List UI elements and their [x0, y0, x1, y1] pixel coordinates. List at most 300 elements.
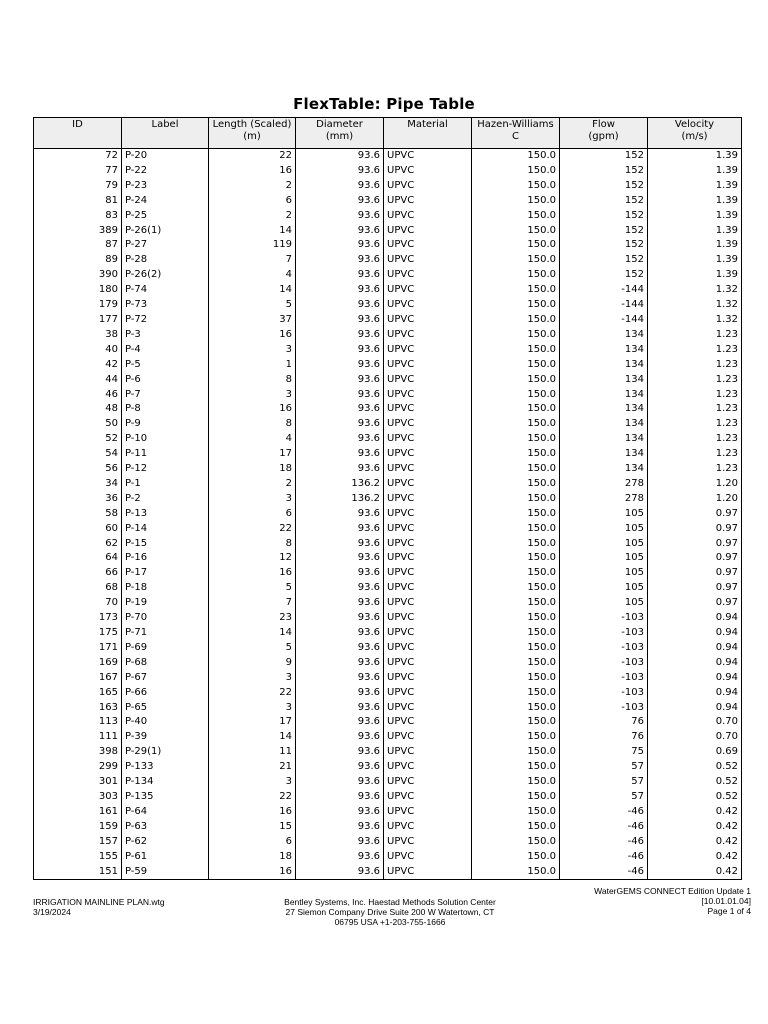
table-cell: UPVC [384, 656, 472, 671]
table-cell: 93.6 [296, 164, 384, 179]
table-cell: 150.0 [472, 164, 560, 179]
table-cell: -46 [560, 865, 648, 880]
table-cell: 93.6 [296, 402, 384, 417]
table-cell: 93.6 [296, 149, 384, 164]
table-cell: 0.97 [648, 566, 742, 581]
table-cell: 299 [34, 760, 122, 775]
table-cell: UPVC [384, 164, 472, 179]
table-cell: 7 [209, 596, 296, 611]
table-cell: 12 [209, 551, 296, 566]
table-cell: 0.94 [648, 656, 742, 671]
table-cell: 1.39 [648, 238, 742, 253]
table-cell: 0.42 [648, 805, 742, 820]
table-cell: 93.6 [296, 179, 384, 194]
footer-company-line1: Bentley Systems, Inc. Haestad Methods Solution Center [284, 897, 496, 907]
table-cell: 113 [34, 715, 122, 730]
table-cell: P-59 [122, 865, 209, 880]
table-cell: 81 [34, 194, 122, 209]
table-row [34, 730, 742, 745]
table-cell: 93.6 [296, 551, 384, 566]
table-cell: -103 [560, 686, 648, 701]
table-cell: 76 [560, 730, 648, 745]
table-cell: 21 [209, 760, 296, 775]
column-header [560, 118, 648, 149]
table-cell: 42 [34, 358, 122, 373]
table-cell: P-13 [122, 507, 209, 522]
table-cell: P-26(1) [122, 224, 209, 239]
table-cell: 1.20 [648, 492, 742, 507]
table-cell: P-133 [122, 760, 209, 775]
table-row [34, 149, 742, 164]
table-cell: 150.0 [472, 686, 560, 701]
table-row [34, 194, 742, 209]
table-cell: 0.70 [648, 730, 742, 745]
table-cell: 1.23 [648, 343, 742, 358]
table-cell: 1.39 [648, 149, 742, 164]
table-cell: 14 [209, 224, 296, 239]
table-cell: 389 [34, 224, 122, 239]
table-cell: -46 [560, 850, 648, 865]
table-row [34, 581, 742, 596]
table-cell: UPVC [384, 671, 472, 686]
table-cell: P-16 [122, 551, 209, 566]
table-cell: 0.97 [648, 522, 742, 537]
column-header-unit: (m) [243, 131, 261, 142]
table-cell: P-27 [122, 238, 209, 253]
table-cell: 134 [560, 373, 648, 388]
table-cell: UPVC [384, 701, 472, 716]
table-row [34, 611, 742, 626]
table-row [34, 492, 742, 507]
table-cell: 150.0 [472, 253, 560, 268]
table-cell: -103 [560, 701, 648, 716]
table-cell: 93.6 [296, 850, 384, 865]
table-cell: 93.6 [296, 671, 384, 686]
table-row [34, 686, 742, 701]
table-cell: -144 [560, 298, 648, 313]
table-cell: 8 [209, 373, 296, 388]
table-row [34, 417, 742, 432]
table-cell: 150.0 [472, 373, 560, 388]
table-cell: 93.6 [296, 238, 384, 253]
table-cell: P-10 [122, 432, 209, 447]
table-row [34, 865, 742, 880]
table-cell: 150.0 [472, 522, 560, 537]
table-cell: UPVC [384, 760, 472, 775]
table-cell: 93.6 [296, 283, 384, 298]
table-row [34, 715, 742, 730]
table-cell: UPVC [384, 745, 472, 760]
table-cell: 58 [34, 507, 122, 522]
table-cell: 2 [209, 179, 296, 194]
table-row [34, 268, 742, 283]
table-cell: -144 [560, 283, 648, 298]
table-cell: 89 [34, 253, 122, 268]
column-header-unit: (mm) [325, 131, 354, 142]
table-cell: 93.6 [296, 194, 384, 209]
table-cell: 1.32 [648, 313, 742, 328]
table-cell: 105 [560, 522, 648, 537]
table-cell: UPVC [384, 298, 472, 313]
table-cell: 0.42 [648, 850, 742, 865]
table-cell: -103 [560, 641, 648, 656]
table-cell: 11 [209, 745, 296, 760]
table-cell: 18 [209, 850, 296, 865]
table-cell: 93.6 [296, 388, 384, 403]
table-cell: 0.94 [648, 626, 742, 641]
table-cell: UPVC [384, 730, 472, 745]
table-cell: 0.42 [648, 835, 742, 850]
table-cell: UPVC [384, 328, 472, 343]
table-cell: 134 [560, 462, 648, 477]
table-cell: P-135 [122, 790, 209, 805]
table-cell: 93.6 [296, 373, 384, 388]
table-cell: UPVC [384, 402, 472, 417]
table-cell: 93.6 [296, 507, 384, 522]
table-cell: P-40 [122, 715, 209, 730]
table-cell: 16 [209, 805, 296, 820]
table-cell: 22 [209, 790, 296, 805]
table-cell: UPVC [384, 253, 472, 268]
table-row [34, 790, 742, 805]
table-cell: UPVC [384, 805, 472, 820]
table-cell: 4 [209, 268, 296, 283]
table-cell: 119 [209, 238, 296, 253]
table-cell: 152 [560, 238, 648, 253]
table-cell: 0.94 [648, 701, 742, 716]
column-header-unit: (gpm) [588, 131, 619, 142]
table-cell: P-39 [122, 730, 209, 745]
table-cell: 1.23 [648, 388, 742, 403]
table-cell: 136.2 [296, 477, 384, 492]
table-cell: 62 [34, 537, 122, 552]
table-cell: 150.0 [472, 492, 560, 507]
table-cell: 0.94 [648, 641, 742, 656]
table-cell: 303 [34, 790, 122, 805]
column-header-label: Length (Scaled) [212, 119, 292, 130]
table-row [34, 477, 742, 492]
table-cell: UPVC [384, 388, 472, 403]
table-cell: 93.6 [296, 537, 384, 552]
table-row [34, 537, 742, 552]
table-cell: 1.23 [648, 432, 742, 447]
table-cell: 1.23 [648, 417, 742, 432]
table-cell: UPVC [384, 179, 472, 194]
table-cell: 398 [34, 745, 122, 760]
table-cell: 1.32 [648, 283, 742, 298]
table-cell: P-7 [122, 388, 209, 403]
table-cell: 40 [34, 343, 122, 358]
table-cell: 3 [209, 388, 296, 403]
table-cell: 8 [209, 537, 296, 552]
table-cell: 157 [34, 835, 122, 850]
table-cell: 14 [209, 730, 296, 745]
table-cell: 44 [34, 373, 122, 388]
table-cell: 150.0 [472, 626, 560, 641]
table-cell: P-74 [122, 283, 209, 298]
table-cell: 93.6 [296, 268, 384, 283]
table-cell: 152 [560, 149, 648, 164]
table-cell: UPVC [384, 447, 472, 462]
table-cell: 38 [34, 328, 122, 343]
table-cell: 0.52 [648, 790, 742, 805]
table-cell: 0.69 [648, 745, 742, 760]
table-cell: 0.97 [648, 596, 742, 611]
table-row [34, 626, 742, 641]
table-cell: 34 [34, 477, 122, 492]
column-header-label: Diameter [316, 119, 363, 130]
table-cell: 150.0 [472, 566, 560, 581]
table-cell: 150.0 [472, 283, 560, 298]
column-header [472, 118, 560, 149]
table-cell: UPVC [384, 775, 472, 790]
table-cell: 3 [209, 775, 296, 790]
table-cell: 93.6 [296, 328, 384, 343]
table-row [34, 820, 742, 835]
column-header-label: Flow [592, 119, 615, 130]
table-cell: UPVC [384, 209, 472, 224]
table-cell: P-6 [122, 373, 209, 388]
table-cell: 93.6 [296, 730, 384, 745]
table-cell: UPVC [384, 343, 472, 358]
footer-date: 3/19/2024 [33, 907, 71, 917]
table-cell: 16 [209, 328, 296, 343]
table-cell: UPVC [384, 611, 472, 626]
table-cell: -103 [560, 656, 648, 671]
table-cell: UPVC [384, 596, 472, 611]
table-cell: 150.0 [472, 343, 560, 358]
table-cell: UPVC [384, 194, 472, 209]
table-cell: P-69 [122, 641, 209, 656]
table-cell: 150.0 [472, 745, 560, 760]
table-row [34, 432, 742, 447]
table-cell: 93.6 [296, 775, 384, 790]
column-header [122, 118, 209, 149]
table-cell: 1.23 [648, 447, 742, 462]
table-cell: 150.0 [472, 388, 560, 403]
table-cell: 152 [560, 164, 648, 179]
table-cell: 48 [34, 402, 122, 417]
table-cell: 18 [209, 462, 296, 477]
table-cell: 93.6 [296, 760, 384, 775]
table-cell: 7 [209, 253, 296, 268]
table-cell: 93.6 [296, 626, 384, 641]
table-cell: 150.0 [472, 551, 560, 566]
table-cell: 3 [209, 671, 296, 686]
table-cell: P-1 [122, 477, 209, 492]
table-cell: 1.39 [648, 209, 742, 224]
table-cell: 93.6 [296, 835, 384, 850]
table-cell: 93.6 [296, 298, 384, 313]
table-cell: P-73 [122, 298, 209, 313]
table-cell: 150.0 [472, 790, 560, 805]
table-cell: 134 [560, 402, 648, 417]
table-cell: 1.39 [648, 179, 742, 194]
table-cell: UPVC [384, 358, 472, 373]
table-cell: -46 [560, 805, 648, 820]
table-cell: UPVC [384, 522, 472, 537]
footer-center [200, 897, 580, 927]
footer-version: [10.01.01.04] [701, 896, 751, 906]
table-cell: 0.42 [648, 865, 742, 880]
table-cell: UPVC [384, 641, 472, 656]
table-row [34, 343, 742, 358]
table-row [34, 358, 742, 373]
table-cell: P-20 [122, 149, 209, 164]
table-cell: 159 [34, 820, 122, 835]
table-cell: 134 [560, 417, 648, 432]
footer-company-line2: 27 Siemon Company Drive Suite 200 W Watertown, CT [285, 907, 495, 917]
table-cell: P-67 [122, 671, 209, 686]
footer-company-line3: 06795 USA +1-203-755-1666 [334, 917, 446, 927]
pipe-table [33, 117, 742, 880]
table-cell: 5 [209, 581, 296, 596]
table-cell: 9 [209, 656, 296, 671]
table-cell: 150.0 [472, 775, 560, 790]
table-cell: 93.6 [296, 641, 384, 656]
table-cell: 14 [209, 283, 296, 298]
table-cell: 5 [209, 298, 296, 313]
table-cell: 150.0 [472, 850, 560, 865]
table-cell: 152 [560, 268, 648, 283]
table-cell: 93.6 [296, 745, 384, 760]
table-cell: 0.42 [648, 820, 742, 835]
table-cell: 1.39 [648, 164, 742, 179]
table-cell: UPVC [384, 715, 472, 730]
table-cell: 179 [34, 298, 122, 313]
table-cell: 6 [209, 835, 296, 850]
table-cell: P-70 [122, 611, 209, 626]
table-cell: 150.0 [472, 581, 560, 596]
table-cell: 66 [34, 566, 122, 581]
table-row [34, 388, 742, 403]
table-cell: P-71 [122, 626, 209, 641]
table-cell: 1.20 [648, 477, 742, 492]
table-cell: 3 [209, 343, 296, 358]
table-cell: 16 [209, 566, 296, 581]
table-cell: -46 [560, 820, 648, 835]
table-cell: 70 [34, 596, 122, 611]
table-cell: P-134 [122, 775, 209, 790]
table-cell: P-68 [122, 656, 209, 671]
table-cell: P-5 [122, 358, 209, 373]
table-row [34, 253, 742, 268]
table-cell: 56 [34, 462, 122, 477]
table-row [34, 850, 742, 865]
column-header-label: Hazen-Williams [477, 119, 554, 130]
table-cell: 52 [34, 432, 122, 447]
table-cell: 60 [34, 522, 122, 537]
table-cell: 161 [34, 805, 122, 820]
table-cell: UPVC [384, 820, 472, 835]
table-cell: 93.6 [296, 790, 384, 805]
table-row [34, 641, 742, 656]
table-cell: P-15 [122, 537, 209, 552]
table-cell: 50 [34, 417, 122, 432]
table-cell: 169 [34, 656, 122, 671]
table-cell: 16 [209, 402, 296, 417]
table-cell: 6 [209, 507, 296, 522]
table-cell: 278 [560, 492, 648, 507]
table-row [34, 507, 742, 522]
table-cell: P-19 [122, 596, 209, 611]
table-cell: 22 [209, 686, 296, 701]
table-cell: 2 [209, 209, 296, 224]
table-row [34, 373, 742, 388]
table-cell: 150.0 [472, 671, 560, 686]
footer-page-number: Page 1 of 4 [707, 906, 751, 916]
table-cell: 134 [560, 343, 648, 358]
table-cell: 150.0 [472, 313, 560, 328]
table-row [34, 179, 742, 194]
table-cell: 150.0 [472, 865, 560, 880]
table-cell: UPVC [384, 790, 472, 805]
table-cell: 175 [34, 626, 122, 641]
table-cell: 93.6 [296, 566, 384, 581]
table-row [34, 671, 742, 686]
table-cell: 111 [34, 730, 122, 745]
table-cell: 152 [560, 194, 648, 209]
table-cell: UPVC [384, 283, 472, 298]
footer-file-name: IRRIGATION MAINLINE PLAN.wtg [33, 897, 165, 907]
table-cell: 93.6 [296, 596, 384, 611]
table-cell: 105 [560, 566, 648, 581]
table-cell: 0.97 [648, 551, 742, 566]
table-cell: UPVC [384, 686, 472, 701]
table-cell: 150.0 [472, 238, 560, 253]
table-row [34, 835, 742, 850]
table-cell: UPVC [384, 865, 472, 880]
table-cell: 64 [34, 551, 122, 566]
table-row [34, 224, 742, 239]
table-cell: 301 [34, 775, 122, 790]
column-header-unit: C [512, 131, 519, 142]
table-cell: 93.6 [296, 447, 384, 462]
table-cell: 93.6 [296, 313, 384, 328]
table-row [34, 701, 742, 716]
footer-right [594, 886, 751, 916]
column-header-label: Material [407, 119, 448, 130]
table-cell: UPVC [384, 507, 472, 522]
table-cell: 105 [560, 581, 648, 596]
table-cell: 93.6 [296, 358, 384, 373]
table-cell: UPVC [384, 462, 472, 477]
table-body [34, 149, 742, 880]
table-cell: P-14 [122, 522, 209, 537]
table-cell: 3 [209, 492, 296, 507]
table-cell: 152 [560, 179, 648, 194]
table-cell: P-65 [122, 701, 209, 716]
table-cell: 16 [209, 164, 296, 179]
table-cell: P-22 [122, 164, 209, 179]
table-cell: 1.23 [648, 358, 742, 373]
table-cell: 150.0 [472, 656, 560, 671]
table-cell: 37 [209, 313, 296, 328]
table-cell: 57 [560, 790, 648, 805]
table-cell: UPVC [384, 477, 472, 492]
table-cell: 93.6 [296, 253, 384, 268]
table-cell: P-63 [122, 820, 209, 835]
table-cell: UPVC [384, 551, 472, 566]
table-row [34, 209, 742, 224]
footer-left [33, 897, 165, 917]
table-cell: 93.6 [296, 656, 384, 671]
table-cell: 93.6 [296, 611, 384, 626]
table-row [34, 551, 742, 566]
table-cell: 22 [209, 149, 296, 164]
table-cell: 93.6 [296, 805, 384, 820]
table-cell: 150.0 [472, 641, 560, 656]
